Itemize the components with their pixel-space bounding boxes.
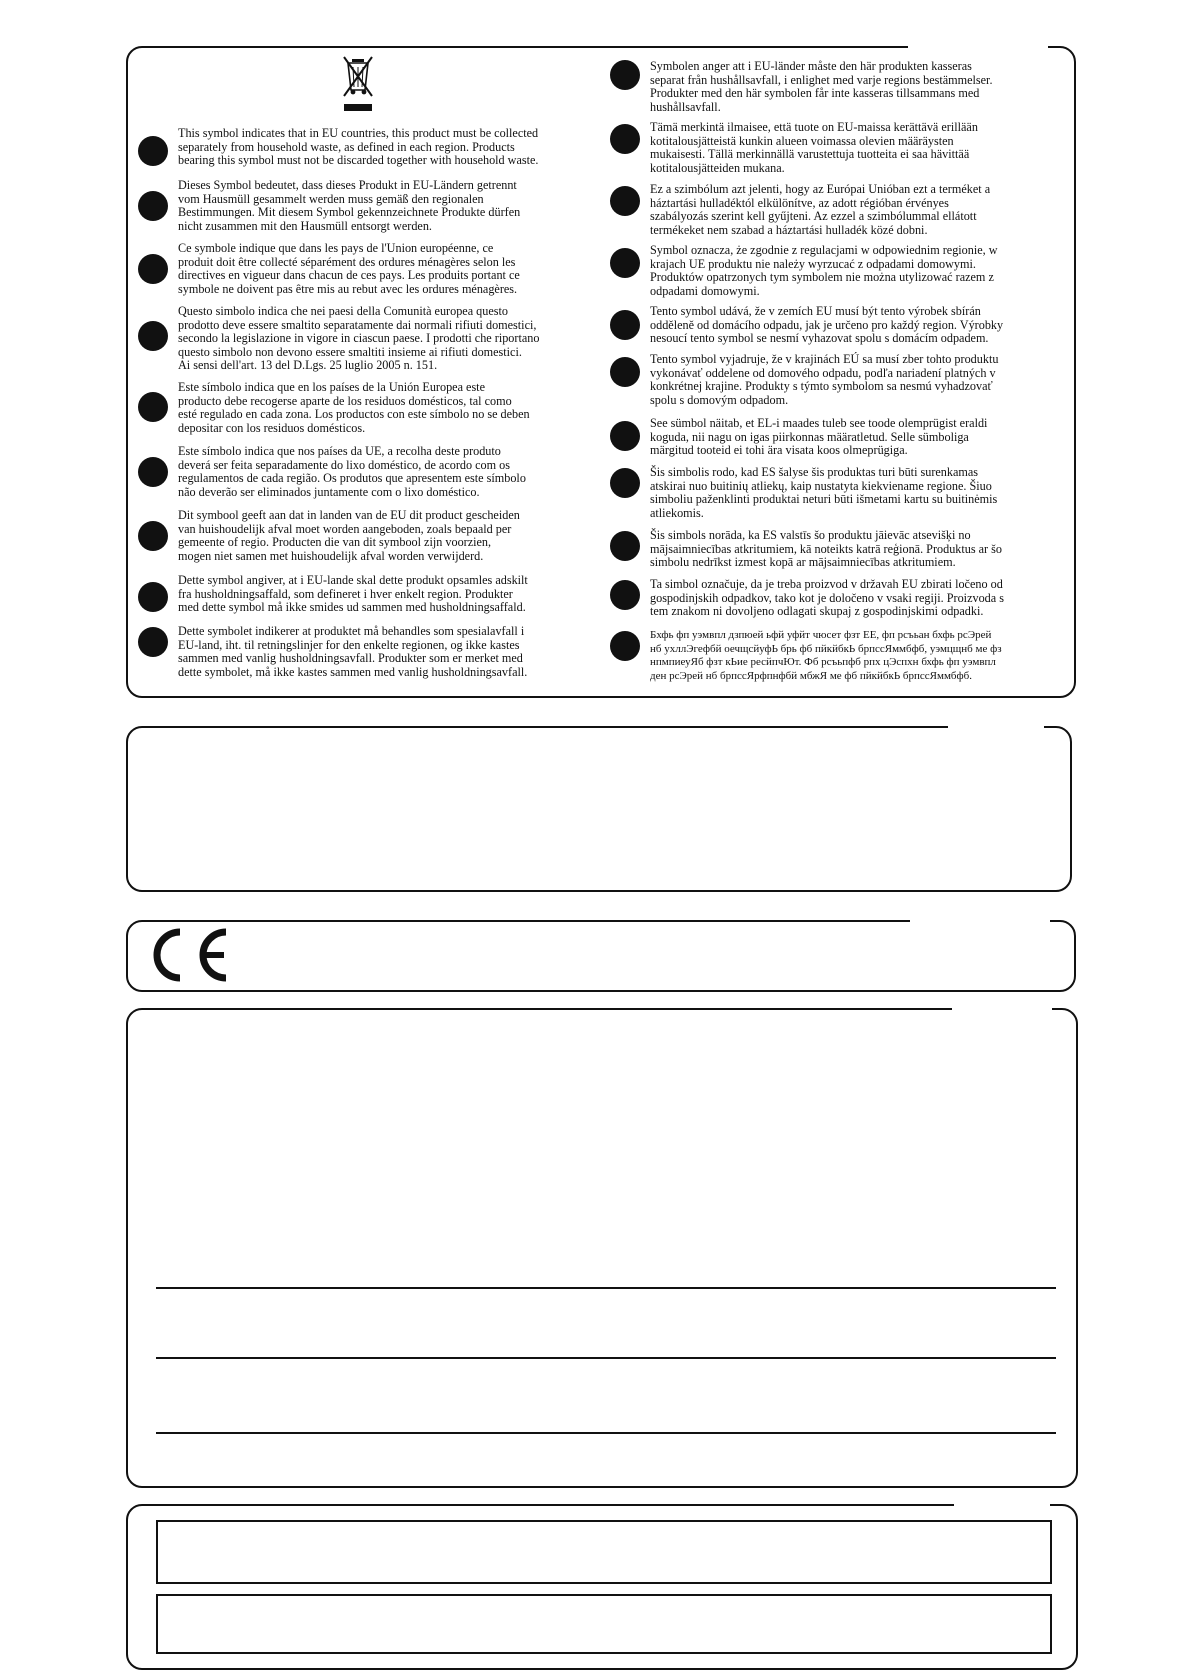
panel-title-gap [952, 1007, 1052, 1012]
notice-line: questo simbolo non devono essere smaltiti insieme ai rifiuti domestici. [178, 344, 522, 359]
notice-line: Bestimmungen. Mit diesem Symbol gekennzeichnete Produkte dürfen [178, 205, 521, 220]
notice-line: koguda, nii nagu on igas piirkonnas määratletud. Selle sümboliga [650, 429, 969, 444]
notice-line: odděleně od domácího odpadu, jak je určeno pro každý region. Výrobky [650, 317, 1004, 332]
ce-panel [126, 920, 1076, 992]
language-marker [610, 580, 640, 610]
notice-line: Ta simbol označuje, da je treba proizvod v državah EU zbirati ločeno od [650, 577, 1003, 591]
notice-line: EU-land, iht. til retningslinjer for den enkelte regionen, og ikke kastes [178, 637, 520, 652]
notice-line: atliekomis. [650, 505, 704, 520]
notice-line: gemeente of regio. Producten die van dit symbool zijn voorzien, [178, 535, 492, 550]
language-marker [610, 421, 640, 451]
notice-line: producto debe recogerse aparte de los residuos domésticos, tal como [178, 393, 512, 408]
notice-line: нпмпиеуЯб фзт кЬие ресйпчЮт. Фб рсъьпфб рпх цЭспхн бхфь фп уэмвпл [650, 656, 996, 669]
notice-line: See sümbol näitab, et EL-i maades tuleb see toode olemprügist eraldi [650, 416, 988, 430]
notice-line: odpadami domowymi. [650, 283, 760, 298]
notice-line: Tento symbol udává, že v zemích EU musí být tento výrobek sbírán [650, 304, 981, 318]
blank-line [156, 1357, 1056, 1359]
notice-line: vom Hausmüll gesammelt werden muss gemäß den regionalen [178, 191, 484, 206]
notice-line: Symbolen anger att i EU-länder måste den här produkten kasseras [650, 59, 972, 73]
notice-line: directives en vigueur dans chacun de ces pays. Les produits portant ce [178, 268, 520, 283]
notice-line: simboliu paženklinti produktai neturi būti išmetami kartu su buitinėmis [650, 492, 998, 507]
notice-line: bearing this symbol must not be discarded together with household waste. [178, 153, 539, 168]
notice-line: Tento symbol vyjadruje, že v krajinách EÚ sa musí zber tohto produktu [650, 352, 999, 366]
panel-title-gap [948, 725, 1044, 730]
language-marker [610, 631, 640, 661]
notice-line: separat från hushållsavfall, i enlighet med varje regions bestämmelser. [650, 72, 993, 87]
notice-line: gospodinjskih odpadkov, tako kot je določeno v vsaki regiji. Proizvoda s [650, 590, 1004, 605]
notice-line: não deverão ser eliminados juntamente com o lixo doméstico. [178, 484, 480, 499]
notice-line: Symbol oznacza, że zgodnie z regulacjami w odpowiednim regionie, w [650, 243, 998, 257]
panel-title-gap [910, 919, 1050, 924]
notice-line: nesoucí tento symbol se nesmí vyhazovat spolu s domácím odpadem. [650, 331, 989, 346]
language-marker [610, 60, 640, 90]
panel-title-gap [954, 1503, 1050, 1508]
notice-line: Бхфь фп уэмвпл дзпюей ьфй уфйт чюсет фзт ЕЕ, фп рсъьан бхфь рсЭрей [650, 629, 992, 641]
language-marker [610, 248, 640, 278]
notice-line: symbole ne doivent pas être mis au rebut avec les ordures ménagères. [178, 281, 518, 296]
notice-line: kotitalousjätteiden mukana. [650, 160, 785, 175]
notice-line: kotitalousjätteistä kunkin alueen voimassa olevien määräysten [650, 133, 954, 148]
blank-box [156, 1594, 1052, 1654]
notice-line: Dieses Symbol bedeutet, dass dieses Produkt in EU-Ländern getrennt [178, 178, 517, 192]
notice-line: Dette symbol angiver, at i EU-lande skal dette produkt opsamles adskilt [178, 573, 528, 587]
language-marker [138, 321, 168, 351]
notice-line: konkrétnej krajine. Produkty s týmto symbolom sa nesmú vyhadzovať [650, 379, 993, 394]
language-marker [610, 124, 640, 154]
notice-line: produit doit être collecté séparément des ordures ménagères selon les [178, 254, 516, 269]
language-marker [138, 136, 168, 166]
blank-line [156, 1432, 1056, 1434]
notice-line: Este símbolo indica que nos países da UE, a recolha deste produto [178, 444, 501, 458]
notice-line: Produktów opatrzonych tym symbolem nie można utylizować razem z [650, 270, 994, 285]
notice-line: esté regulado en cada zona. Los productos con este símbolo no se deben [178, 407, 530, 422]
notice-line: Ai sensi dell'art. 13 del D.Lgs. 25 luglio 2005 n. 151. [178, 358, 438, 373]
language-marker [610, 357, 640, 387]
notice-line: krajach UE produktu nie należy wyrzucać z odpadami domowymi. [650, 256, 976, 271]
language-marker [610, 310, 640, 340]
notice-line: prodotto deve essere smaltito separatamente dai normali rifiuti domestici, [178, 317, 537, 332]
notice-line: termékeket nem szabad a háztartási hulladék közé dobni. [650, 222, 928, 237]
notice-line: regulamentos de cada região. Os produtos que apresentem este símbolo [178, 471, 526, 486]
notice-line: This symbol indicates that in EU countries, this product must be collected [178, 126, 539, 140]
notice-line: Ce symbole indique que dans les pays de l'Union européenne, ce [178, 241, 494, 255]
blank-line [156, 1287, 1056, 1289]
notice-line: нб ухллЭгефбй оечщсйуфЬ брь фб пйкйбкЬ брпссЯммбфб, уэмцщнб ме фз [650, 642, 1002, 655]
language-marker [138, 457, 168, 487]
weee-left-column [138, 48, 608, 698]
notice-line: tem znakom ni dovoljeno odlagati skupaj z gospodinjskimi odpadki. [650, 604, 984, 619]
notice-line: vykonávať oddelene od domového odpadu, podľa nariadení platných v [650, 365, 996, 380]
info-panel [126, 726, 1072, 892]
fields-panel [126, 1504, 1078, 1670]
notice-line: Dit symbool geeft aan dat in landen van de EU dit product gescheiden [178, 508, 520, 522]
notice-line: Este símbolo indica que en los países de la Unión Europea este [178, 380, 485, 394]
notice-line: Šis simbolis rodo, kad ES šalyse šis produktas turi būti surenkamas [650, 465, 979, 479]
notice-line: dette symbolet, må ikke kastes sammen med vanlig husholdningsavfall. [178, 664, 528, 679]
notice-line: secondo la legislazione in vigore in ciascun paese. I prodotti che riportano [178, 331, 540, 346]
notice-line: simbolu nedrīkst izmest kopā ar mājsaimniecības atkritumiem. [650, 555, 956, 570]
notice-line: sammen med vanlig husholdningsavfall. Produkter som er merket med [178, 651, 523, 666]
notice-line: märgitud tooteid ei tohi ära visata koos olmeprügiga. [650, 443, 908, 458]
notice-line: mogen niet samen met huishoudelijk afval worden verwijderd. [178, 548, 484, 563]
notice-line: fra husholdningsaffald, som defineret i hver enkelt region. Produkter [178, 586, 513, 601]
notice-line: nicht zusammen mit den Hausmüll entsorgt werden. [178, 218, 432, 233]
notice-line: Questo simbolo indica che nei paesi della Comunità europea questo [178, 304, 508, 318]
notice-line: mājsaimniecības atkritumiem, kā noteikts katrā reģionā. Produktus ar šo [650, 541, 1002, 556]
language-marker [138, 392, 168, 422]
language-marker [138, 582, 168, 612]
notice-line: Ez a szimbólum azt jelenti, hogy az Európai Unióban ezt a terméket a [650, 182, 991, 196]
notice-line: spolu s domovým odpadom. [650, 392, 789, 407]
notice-line: separately from household waste, as defined in each region. Products [178, 139, 515, 154]
notice-line: háztartási hulladéktól elkülönítve, az adott régióban érvényes [650, 195, 949, 210]
notice-line: Dette symbolet indikerer at produktet må behandles som spesialavfall i [178, 624, 525, 638]
notice-line: Produkter med den här symbolen får inte kasseras tillsammans med [650, 86, 980, 101]
ce-mark-icon [150, 928, 230, 982]
notice-line: depositar con los residuos domésticos. [178, 420, 366, 435]
language-marker [138, 521, 168, 551]
notice-line: szabályozás szerint kell gyűjteni. Az ezzel a szimbólummal ellátott [650, 209, 977, 224]
language-marker [138, 254, 168, 284]
notice-line: mukaisesti. Tällä merkinnällä varustettuja tuotteita ei saa hävittää [650, 147, 970, 162]
notes-panel [126, 1008, 1078, 1488]
notice-line: deverá ser feita separadamente do lixo doméstico, de acordo com os [178, 457, 510, 472]
weee-right-column [610, 48, 1070, 698]
notice-line: atskirai nuo buitinių atliekų, kaip nustatyta kiekviename regione. Šiuo [650, 478, 992, 493]
notice-line: hushållsavfall. [650, 99, 721, 114]
language-marker [610, 531, 640, 561]
notice-line: ден рсЭрей нб брпссЯрфпнфбй мбжЯ ме фб пйкйбкЬ брпссЯммбфб. [650, 669, 972, 682]
notice-line: Tämä merkintä ilmaisee, että tuote on EU-maissa kerättävä erillään [650, 120, 978, 134]
notice-line: van huishoudelijk afval moet worden aangeboden, zoals bepaald per [178, 521, 512, 536]
language-marker [610, 468, 640, 498]
weee-panel [126, 46, 1076, 698]
blank-box [156, 1520, 1052, 1584]
notice-line: Šis simbols norāda, ka ES valstīs šo produktu jāievāc atsevišķi no [650, 528, 971, 542]
notice-line: med dette symbol må ikke smides ud sammen med husholdningsaffald. [178, 600, 526, 615]
language-marker [138, 191, 168, 221]
language-marker [610, 186, 640, 216]
language-marker [138, 627, 168, 657]
